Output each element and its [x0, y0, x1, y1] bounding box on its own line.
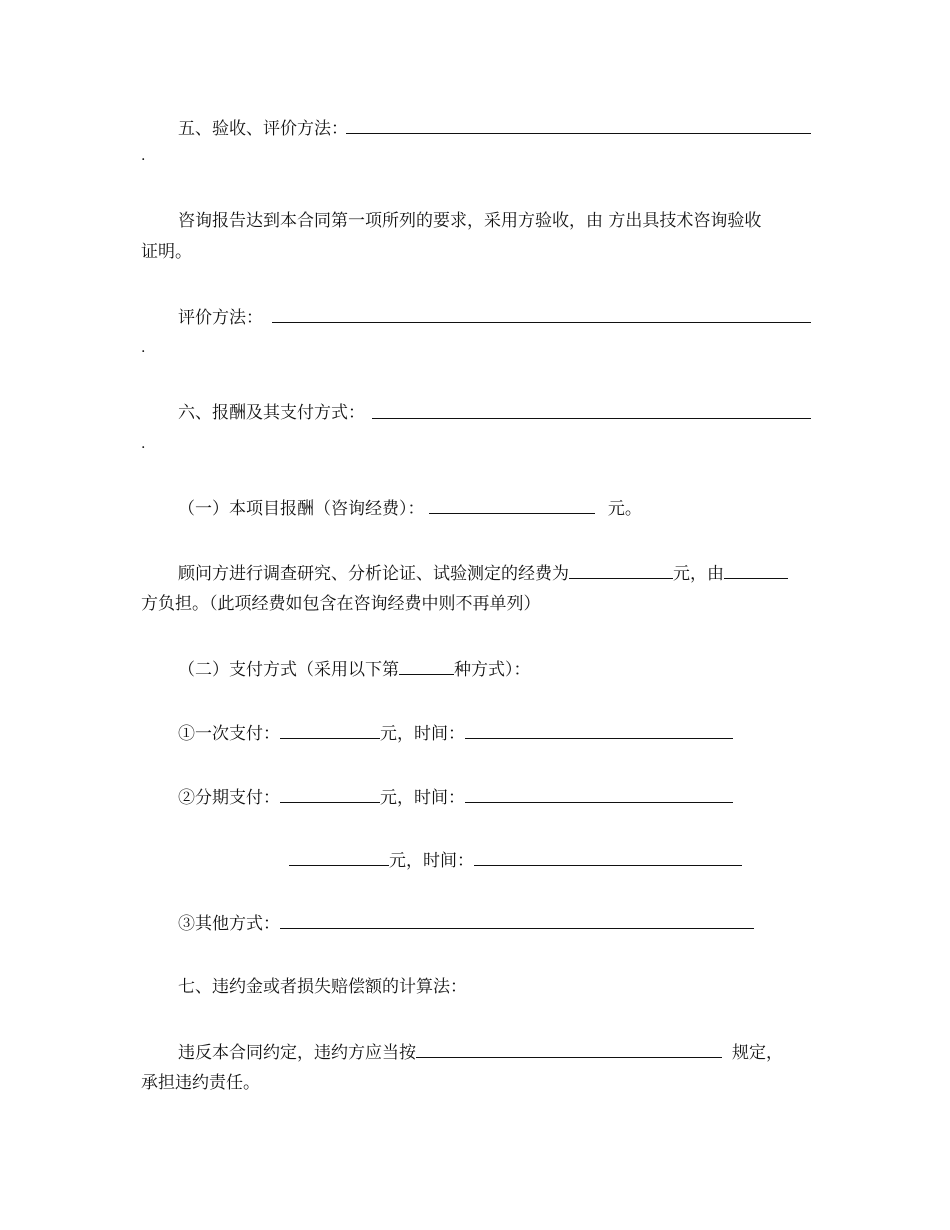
research-fee-yuan: 元，由 — [673, 564, 724, 584]
fee-line — [178, 497, 642, 520]
payment-method-label: （二）支付方式（采用以下第 — [178, 660, 399, 680]
installment-amount-blank-2[interactable] — [289, 849, 389, 866]
breach-line — [178, 1041, 783, 1064]
installment-row-2 — [289, 849, 742, 872]
option-other — [178, 912, 754, 935]
fee-label: （一）本项目报酬（咨询经费）： — [178, 499, 425, 519]
yuan-time-label: 元，时间： — [389, 851, 474, 871]
research-fee-line2: 方负担。（此项经费如包含在咨询经费中则不再单列） — [141, 594, 541, 614]
payment-method-label-end: 种方式）： — [454, 660, 531, 680]
evaluation-label: 评价方法： — [178, 308, 263, 328]
option-installment — [178, 786, 733, 809]
payment-method-line — [178, 658, 531, 681]
breach-rule-blank[interactable] — [416, 1041, 722, 1058]
research-fee-amount-blank[interactable] — [569, 562, 673, 579]
other-method-blank[interactable] — [280, 912, 754, 929]
option-other-label: ③其他方式： — [178, 914, 280, 934]
section-5-title: 五、验收、评价方法： — [178, 119, 348, 139]
option-lump-sum — [178, 722, 733, 745]
lump-sum-amount-blank[interactable] — [280, 722, 380, 739]
breach-text-end: 规定， — [732, 1043, 783, 1063]
payment-method-choice-blank[interactable] — [399, 658, 454, 675]
yuan-time-label: 元，时间： — [380, 788, 465, 808]
breach-line2: 承担违约责任。 — [141, 1073, 260, 1093]
research-fee-text: 顾问方进行调查研究、分析论证、试验测定的经费为 — [178, 564, 569, 584]
research-fee-payer-blank[interactable] — [724, 562, 788, 579]
yuan-time-label: 元，时间： — [380, 724, 465, 744]
section-5-blank[interactable] — [346, 133, 811, 134]
acceptance-paragraph-line2: 证明。 — [141, 242, 192, 262]
option-installment-label: ②分期支付： — [178, 788, 280, 808]
section-7-title: 七、违约金或者损失赔偿额的计算法： — [178, 977, 467, 997]
research-fee-line — [178, 562, 788, 585]
evaluation-blank[interactable] — [272, 322, 811, 323]
period-mark: . — [141, 148, 146, 164]
fee-unit: 元。 — [607, 499, 642, 519]
installment-time-blank-1[interactable] — [465, 786, 733, 803]
lump-sum-time-blank[interactable] — [465, 722, 733, 739]
breach-text: 违反本合同约定，违约方应当按 — [178, 1043, 416, 1063]
installment-amount-blank-1[interactable] — [280, 786, 380, 803]
acceptance-paragraph-line1: 咨询报告达到本合同第一项所列的要求，采用方验收，由 方出具技术咨询验收 — [178, 211, 762, 231]
installment-time-blank-2[interactable] — [474, 849, 742, 866]
option-lump-sum-label: ①一次支付： — [178, 724, 280, 744]
period-mark: . — [141, 436, 146, 452]
fee-amount-blank[interactable] — [429, 497, 595, 514]
section-6-blank[interactable] — [372, 418, 811, 419]
section-6-title: 六、报酬及其支付方式： — [178, 403, 365, 423]
period-mark: . — [141, 340, 146, 356]
